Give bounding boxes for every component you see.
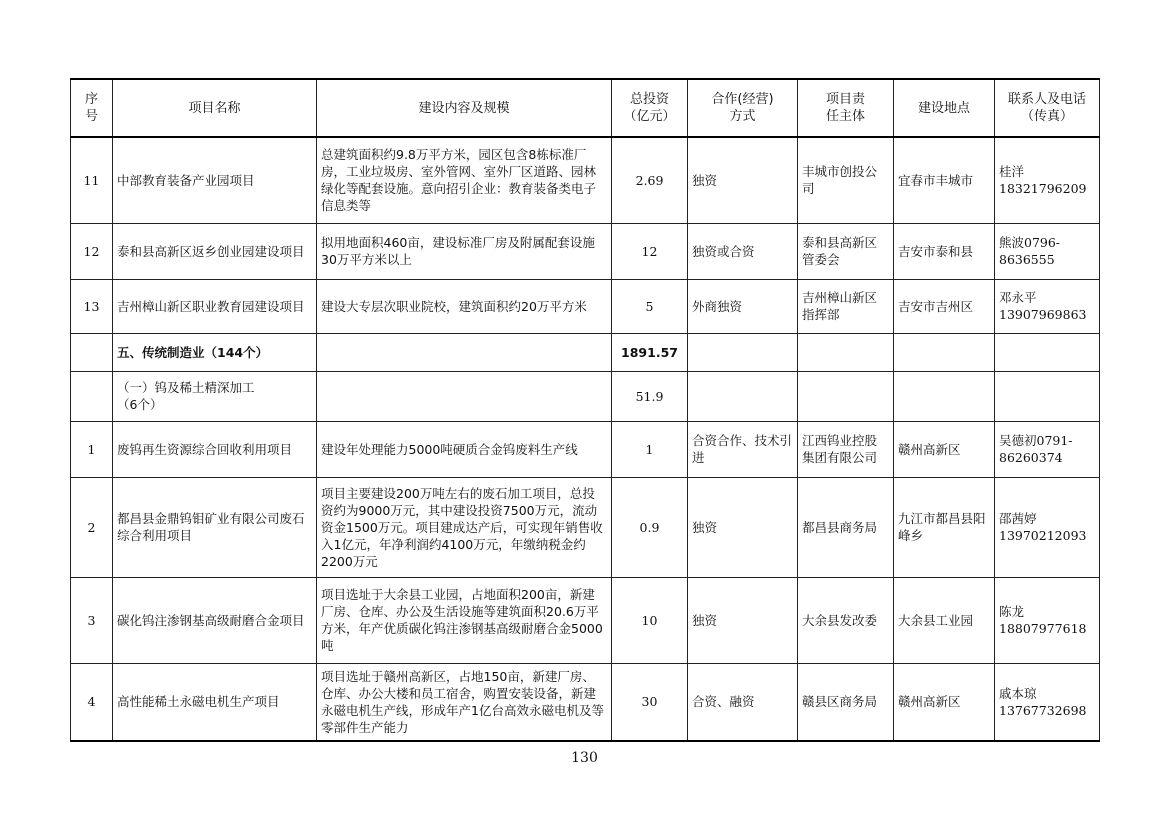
- table-header-row: [71, 79, 1100, 137]
- row-responsible: 丰城市创投公司: [798, 137, 894, 223]
- row-mode: 独资: [688, 137, 798, 223]
- section-responsible: [798, 333, 894, 371]
- row-seq: 11: [71, 137, 113, 223]
- header-name: 项目名称: [113, 79, 317, 137]
- row-content: 项目主要建设200万吨左右的废石加工项目，总投资约为9000万元，其中建设投资7500万元，流动资金1500万元。项目建成达产后，可实现年销售收入1亿元，年净利润约4100万元，年缴纳税金约2200万元: [317, 477, 612, 577]
- section-content: [317, 333, 612, 371]
- table-row: [71, 279, 1100, 333]
- subsection-seq: [71, 371, 113, 421]
- header-location: 建设地点: [894, 79, 995, 137]
- section-contact: [995, 333, 1100, 371]
- table-row: [71, 663, 1100, 741]
- row-name: 吉州樟山新区职业教育园建设项目: [113, 279, 317, 333]
- row-mode: 合资合作、技术引进: [688, 421, 798, 477]
- table-row: [71, 577, 1100, 663]
- row-contact: 桂洋 18321796209: [995, 137, 1100, 223]
- header-mode: 合作(经营) 方式: [688, 79, 798, 137]
- project-table: [70, 78, 1100, 742]
- row-mode: 独资: [688, 577, 798, 663]
- page-number: 130: [571, 750, 598, 766]
- row-responsible: 大余县发改委: [798, 577, 894, 663]
- row-contact: 吴德初0791-86260374: [995, 421, 1100, 477]
- header-content: 建设内容及规模: [317, 79, 612, 137]
- section-seq: [71, 333, 113, 371]
- header-responsible: 项目责 任主体: [798, 79, 894, 137]
- row-investment: 10: [612, 577, 688, 663]
- subsection-responsible: [798, 371, 894, 421]
- row-investment: 12: [612, 223, 688, 279]
- row-location: 吉安市泰和县: [894, 223, 995, 279]
- subsection-title: （一）钨及稀土精深加工 （6个）: [113, 371, 317, 421]
- subsection-location: [894, 371, 995, 421]
- row-investment: 30: [612, 663, 688, 741]
- row-mode: 外商独资: [688, 279, 798, 333]
- row-contact: 戚本琼 13767732698: [995, 663, 1100, 741]
- row-seq: 4: [71, 663, 113, 741]
- header-contact: 联系人及电话 （传真）: [995, 79, 1100, 137]
- row-seq: 13: [71, 279, 113, 333]
- row-responsible: 都昌县商务局: [798, 477, 894, 577]
- row-seq: 12: [71, 223, 113, 279]
- row-contact: 陈龙 18807977618: [995, 577, 1100, 663]
- row-name: 碳化钨注渗钢基高级耐磨合金项目: [113, 577, 317, 663]
- row-responsible: 吉州樟山新区指挥部: [798, 279, 894, 333]
- row-seq: 2: [71, 477, 113, 577]
- row-name: 废钨再生资源综合回收利用项目: [113, 421, 317, 477]
- row-responsible: 赣县区商务局: [798, 663, 894, 741]
- row-location: 赣州高新区: [894, 421, 995, 477]
- row-content: 建设大专层次职业院校，建筑面积约20万平方米: [317, 279, 612, 333]
- row-name: 中部教育装备产业园项目: [113, 137, 317, 223]
- row-contact: 邓永平 13907969863: [995, 279, 1100, 333]
- table-row: [71, 223, 1100, 279]
- row-seq: 1: [71, 421, 113, 477]
- row-seq: 3: [71, 577, 113, 663]
- row-content: 拟用地面积460亩，建设标准厂房及附属配套设施30万平方米以上: [317, 223, 612, 279]
- row-investment: 0.9: [612, 477, 688, 577]
- row-location: 吉安市吉州区: [894, 279, 995, 333]
- row-content: 总建筑面积约9.8万平方米，园区包含8栋标准厂房，工业垃圾房、室外管网、室外厂区道路、园林绿化等配套设施。意向招引企业：教育装备类电子信息类等: [317, 137, 612, 223]
- row-content: 建设年处理能力5000吨硬质合金钨废料生产线: [317, 421, 612, 477]
- subsection-investment: 51.9: [612, 371, 688, 421]
- subsection-content: [317, 371, 612, 421]
- subsection-contact: [995, 371, 1100, 421]
- row-name: 高性能稀土永磁电机生产项目: [113, 663, 317, 741]
- row-investment: 5: [612, 279, 688, 333]
- row-responsible: 泰和县高新区管委会: [798, 223, 894, 279]
- row-investment: 1: [612, 421, 688, 477]
- section-investment: 1891.57: [612, 333, 688, 371]
- table-row: [71, 421, 1100, 477]
- row-location: 大余县工业园: [894, 577, 995, 663]
- section-location: [894, 333, 995, 371]
- section-mode: [688, 333, 798, 371]
- row-location: 赣州高新区: [894, 663, 995, 741]
- table-row: [71, 477, 1100, 577]
- row-contact: 邵茜婷 13970212093: [995, 477, 1100, 577]
- row-content: 项目选址于赣州高新区，占地150亩，新建厂房、仓库、办公大楼和员工宿舍，购置安装设备，新建永磁电机生产线，形成年产1亿台高效永磁电机及等零部件生产能力: [317, 663, 612, 741]
- section-title: 五、传统制造业（144个）: [113, 333, 317, 371]
- subsection-row: [71, 371, 1100, 421]
- header-seq: 序 号: [71, 79, 113, 137]
- row-content: 项目选址于大余县工业园，占地面积200亩，新建厂房、仓库、办公及生活设施等建筑面积20.6万平方米，年产优质碳化钨注渗钢基高级耐磨合金5000吨: [317, 577, 612, 663]
- row-location: 九江市都昌县阳峰乡: [894, 477, 995, 577]
- row-name: 都昌县金鼎钨钼矿业有限公司废石综合利用项目: [113, 477, 317, 577]
- row-mode: 独资: [688, 477, 798, 577]
- section-row: [71, 333, 1100, 371]
- row-mode: 独资或合资: [688, 223, 798, 279]
- row-responsible: 江西钨业控股集团有限公司: [798, 421, 894, 477]
- table-row: [71, 137, 1100, 223]
- row-location: 宜春市丰城市: [894, 137, 995, 223]
- header-investment: 总投资 （亿元）: [612, 79, 688, 137]
- subsection-mode: [688, 371, 798, 421]
- row-mode: 合资、融资: [688, 663, 798, 741]
- row-investment: 2.69: [612, 137, 688, 223]
- row-contact: 熊波0796-8636555: [995, 223, 1100, 279]
- row-name: 泰和县高新区返乡创业园建设项目: [113, 223, 317, 279]
